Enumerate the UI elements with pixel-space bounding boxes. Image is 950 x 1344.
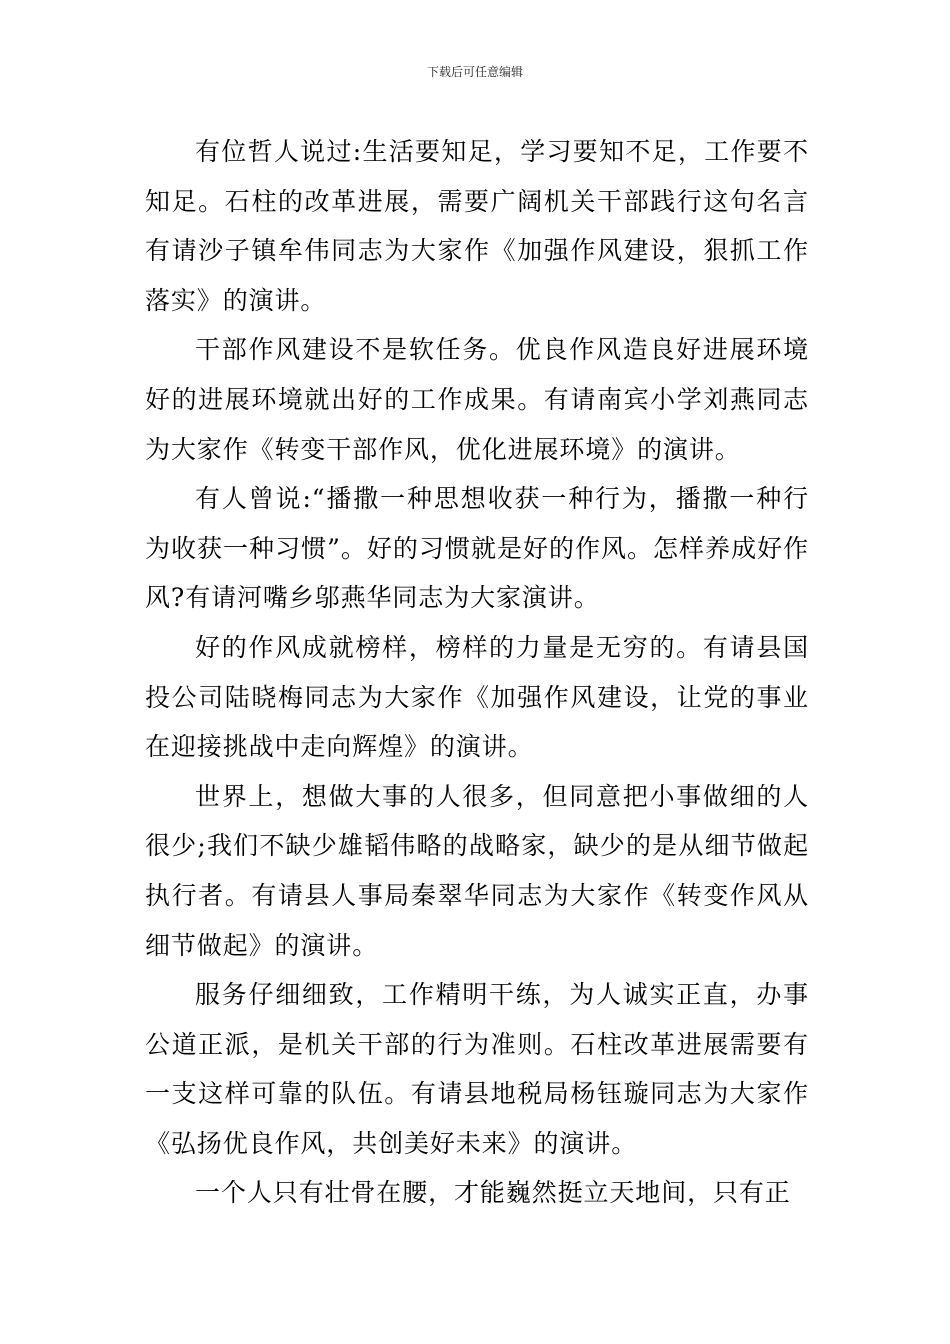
paragraph: 有人曾说:“播撒一种思想收获一种行为，播撒一种行为收获一种习惯”。好的习惯就是好的作风。怎样养成好作风?有请河嘴乡邬燕华同志为大家演讲。 <box>145 484 809 613</box>
page-header-note: 下载后可任意编辑 <box>426 65 523 79</box>
document-body <box>145 127 809 1218</box>
paragraph: 世界上，想做大事的人很多，但同意把小事做细的人很少;我们不缺少雄韬伟略的战略家，缺少的是从细节做起执行者。有请县人事局秦翠华同志为大家作《转变作风从细节做起》的演讲。 <box>145 781 809 960</box>
paragraph: 好的作风成就榜样，榜样的力量是无穷的。有请县国投公司陆晓梅同志为大家作《加强作风建设，让党的事业在迎接挑战中走向辉煌》的演讲。 <box>145 632 809 762</box>
paragraph: 服务仔细细致，工作精明干练，为人诚实正直，办事公道正派，是机关干部的行为准则。石柱改革进展需要有一支这样可靠的队伍。有请县地税局杨钰璇同志为大家作《弘扬优良作风，共创美好未来》的演讲。 <box>145 980 809 1158</box>
paragraph: 干部作风建设不是软任务。优良作风造良好进展环境好的进展环境就出好的工作成果。有请南宾小学刘燕同志为大家作《转变干部作风，优化进展环境》的演讲。 <box>145 335 809 464</box>
paragraph: 有位哲人说过:生活要知足，学习要知不足，工作要不知足。石柱的改革进展，需要广阔机关干部践行这句名言有请沙子镇牟伟同志为大家作《加强作风建设，狠抓工作落实》的演讲。 <box>145 137 809 315</box>
paragraph: 一个人只有壮骨在腰，才能巍然挺立天地间，只有正 <box>195 1178 791 1208</box>
